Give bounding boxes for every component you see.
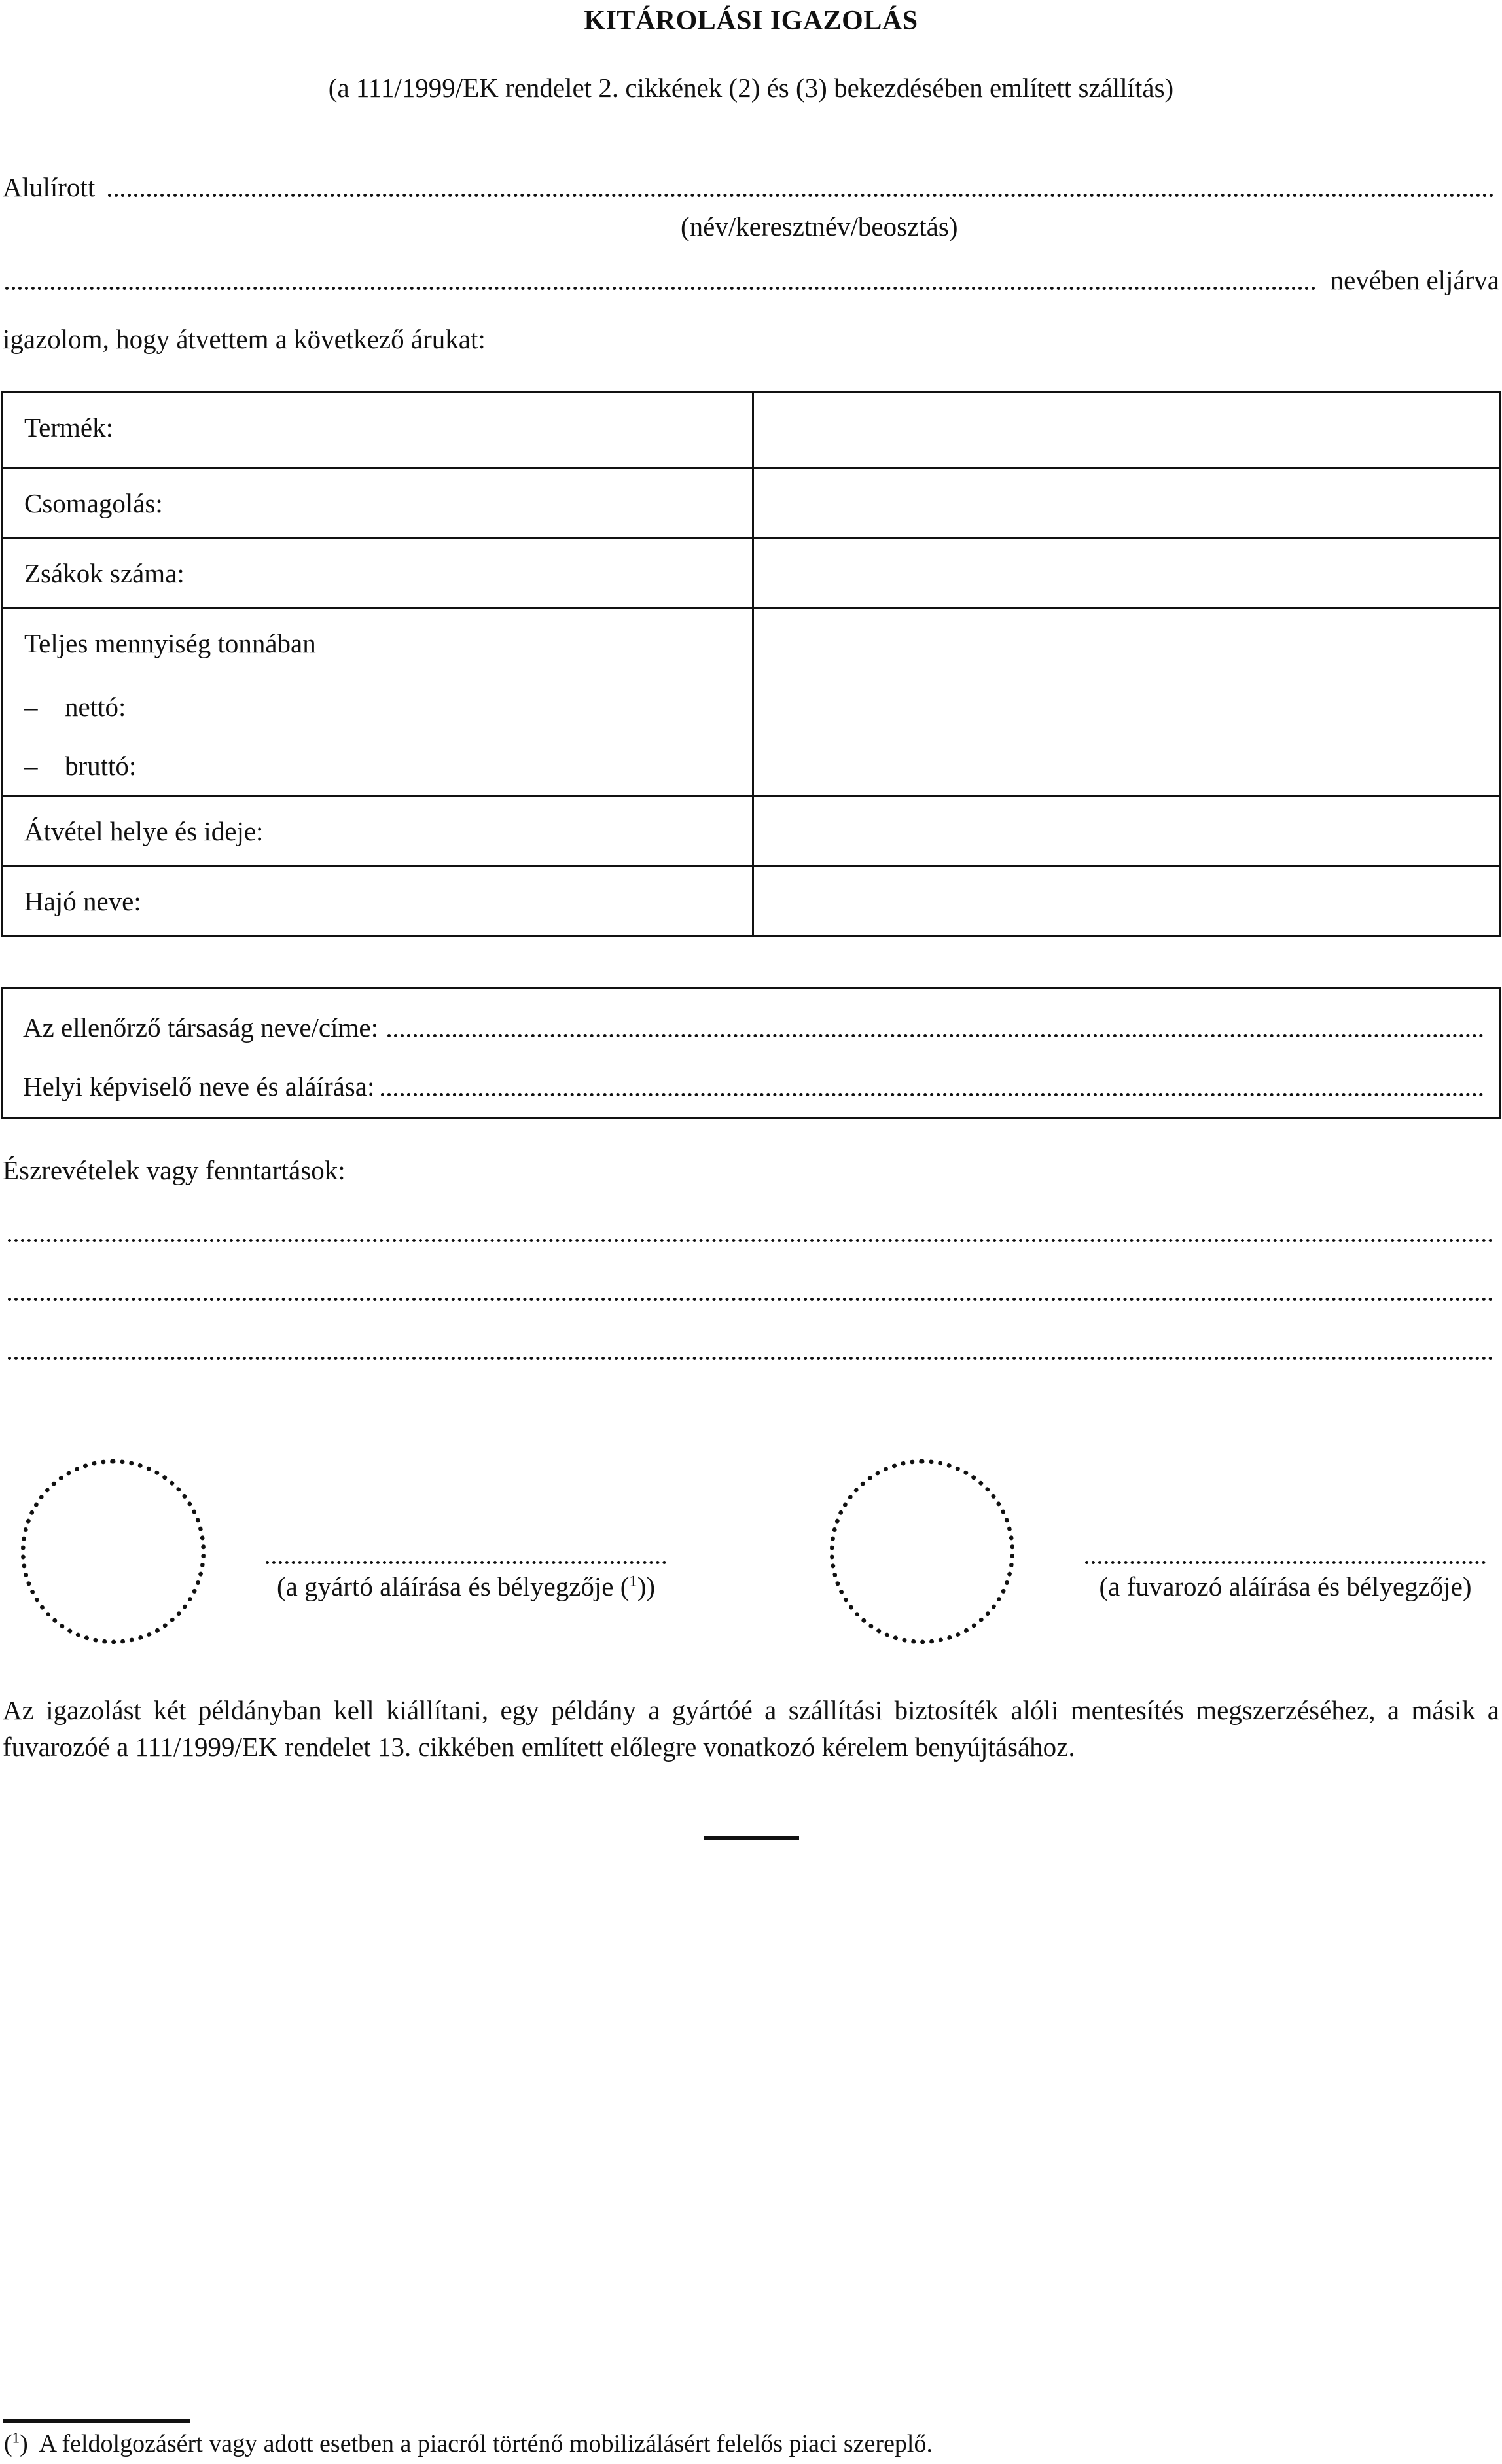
inspection-company-field[interactable] bbox=[387, 1034, 1484, 1037]
dash-bullet: – bbox=[24, 692, 38, 722]
table-row bbox=[3, 609, 1500, 796]
total-quantity-value-cell[interactable] bbox=[753, 609, 1500, 796]
footnote: ($^1$) A feldolgozásért vagy adott esetben a piacról történő mobilizálásért felelős piaci szereplő. bbox=[4, 2429, 933, 2457]
undersigned-label: Alulírott bbox=[3, 172, 96, 202]
footnote-number: 1 bbox=[12, 2429, 20, 2446]
carrier-stamp-circle bbox=[830, 1459, 1014, 1644]
representative-label: Helyi képviselő neve és aláírása: bbox=[23, 1071, 375, 1101]
on-behalf-row bbox=[5, 264, 1499, 296]
net-label: nettó: bbox=[65, 692, 126, 722]
footnote-text: A feldolgozásért vagy adott esetben a piacról történő mobilizálásért felelős piaci szereplő. bbox=[39, 2430, 933, 2457]
gross-label: bruttó: bbox=[65, 751, 137, 781]
bag-count-value-cell[interactable] bbox=[753, 539, 1500, 609]
on-behalf-field[interactable] bbox=[5, 287, 1316, 290]
manufacturer-caption-text: (a gyártó aláírása és bélyegzője ( bbox=[276, 1571, 630, 1601]
undersigned-name-field[interactable] bbox=[108, 194, 1494, 197]
remarks-line-1[interactable] bbox=[8, 1239, 1493, 1242]
net-weight-line bbox=[24, 677, 752, 736]
gross-weight-line bbox=[24, 736, 752, 795]
ship-name-value-cell[interactable] bbox=[753, 866, 1500, 937]
footnote-ref[interactable]: 1 bbox=[629, 1572, 637, 1590]
packaging-label: Csomagolás: bbox=[24, 488, 163, 518]
inspection-company-row bbox=[23, 1012, 1484, 1043]
dash-bullet: – bbox=[24, 751, 38, 781]
representative-field[interactable] bbox=[381, 1093, 1484, 1096]
on-behalf-label: nevében eljárva bbox=[1330, 265, 1499, 295]
instructions-paragraph: Az igazolást két példányban kell kiállítani, egy példány a gyártóé a szállítási biztosíték alóli mentesítés megszerzéséhez, a másik a fuvarozóé a 111/1999/EK rendelet 13. cikkében említett előlegre vonatkozó kérelem benyújtásához. bbox=[3, 1695, 1499, 1762]
packaging-value-cell[interactable] bbox=[753, 469, 1500, 539]
table-row bbox=[3, 393, 1500, 469]
inspection-company-label: Az ellenőrző társaság neve/címe: bbox=[23, 1012, 378, 1043]
table-row bbox=[3, 539, 1500, 609]
carrier-signature-line[interactable] bbox=[1085, 1561, 1486, 1564]
document-title: KITÁROLÁSI IGAZOLÁS bbox=[584, 6, 918, 36]
inspection-box bbox=[1, 987, 1501, 1119]
manufacturer-signature-line[interactable] bbox=[266, 1561, 666, 1564]
manufacturer-signature-caption bbox=[266, 1571, 666, 1602]
undersigned-row bbox=[3, 171, 1499, 203]
goods-table bbox=[1, 391, 1501, 937]
footnote-separator bbox=[3, 2419, 190, 2423]
bag-count-label: Zsákok száma: bbox=[24, 558, 185, 588]
manufacturer-caption-end: )) bbox=[637, 1571, 655, 1601]
table-row bbox=[3, 796, 1500, 866]
representative-row bbox=[23, 1071, 1484, 1102]
end-rule bbox=[704, 1836, 799, 1840]
name-hint: (név/keresztnév/beosztás) bbox=[681, 211, 958, 241]
remarks-line-2[interactable] bbox=[8, 1298, 1493, 1301]
carrier-signature-caption: (a fuvarozó aláírása és bélyegzője) bbox=[1099, 1571, 1472, 1601]
table-row bbox=[3, 469, 1500, 539]
receipt-place-time-value-cell[interactable] bbox=[753, 796, 1500, 866]
product-label: Termék: bbox=[24, 412, 114, 442]
manufacturer-stamp-circle bbox=[21, 1459, 206, 1644]
remarks-line-3[interactable] bbox=[8, 1357, 1493, 1360]
total-quantity-label: Teljes mennyiség tonnában bbox=[24, 628, 316, 658]
remarks-label: Észrevételek vagy fenntartások: bbox=[3, 1155, 346, 1185]
receipt-place-time-label: Átvétel helye és ideje: bbox=[24, 816, 264, 846]
product-value-cell[interactable] bbox=[753, 393, 1500, 469]
table-row bbox=[3, 866, 1500, 937]
document-subtitle: (a 111/1999/EK rendelet 2. cikkének (2) és (3) bekezdésében említett szállítás) bbox=[328, 73, 1174, 103]
certify-text: igazolom, hogy átvettem a következő árukat: bbox=[3, 324, 486, 354]
ship-name-label: Hajó neve: bbox=[24, 886, 141, 916]
